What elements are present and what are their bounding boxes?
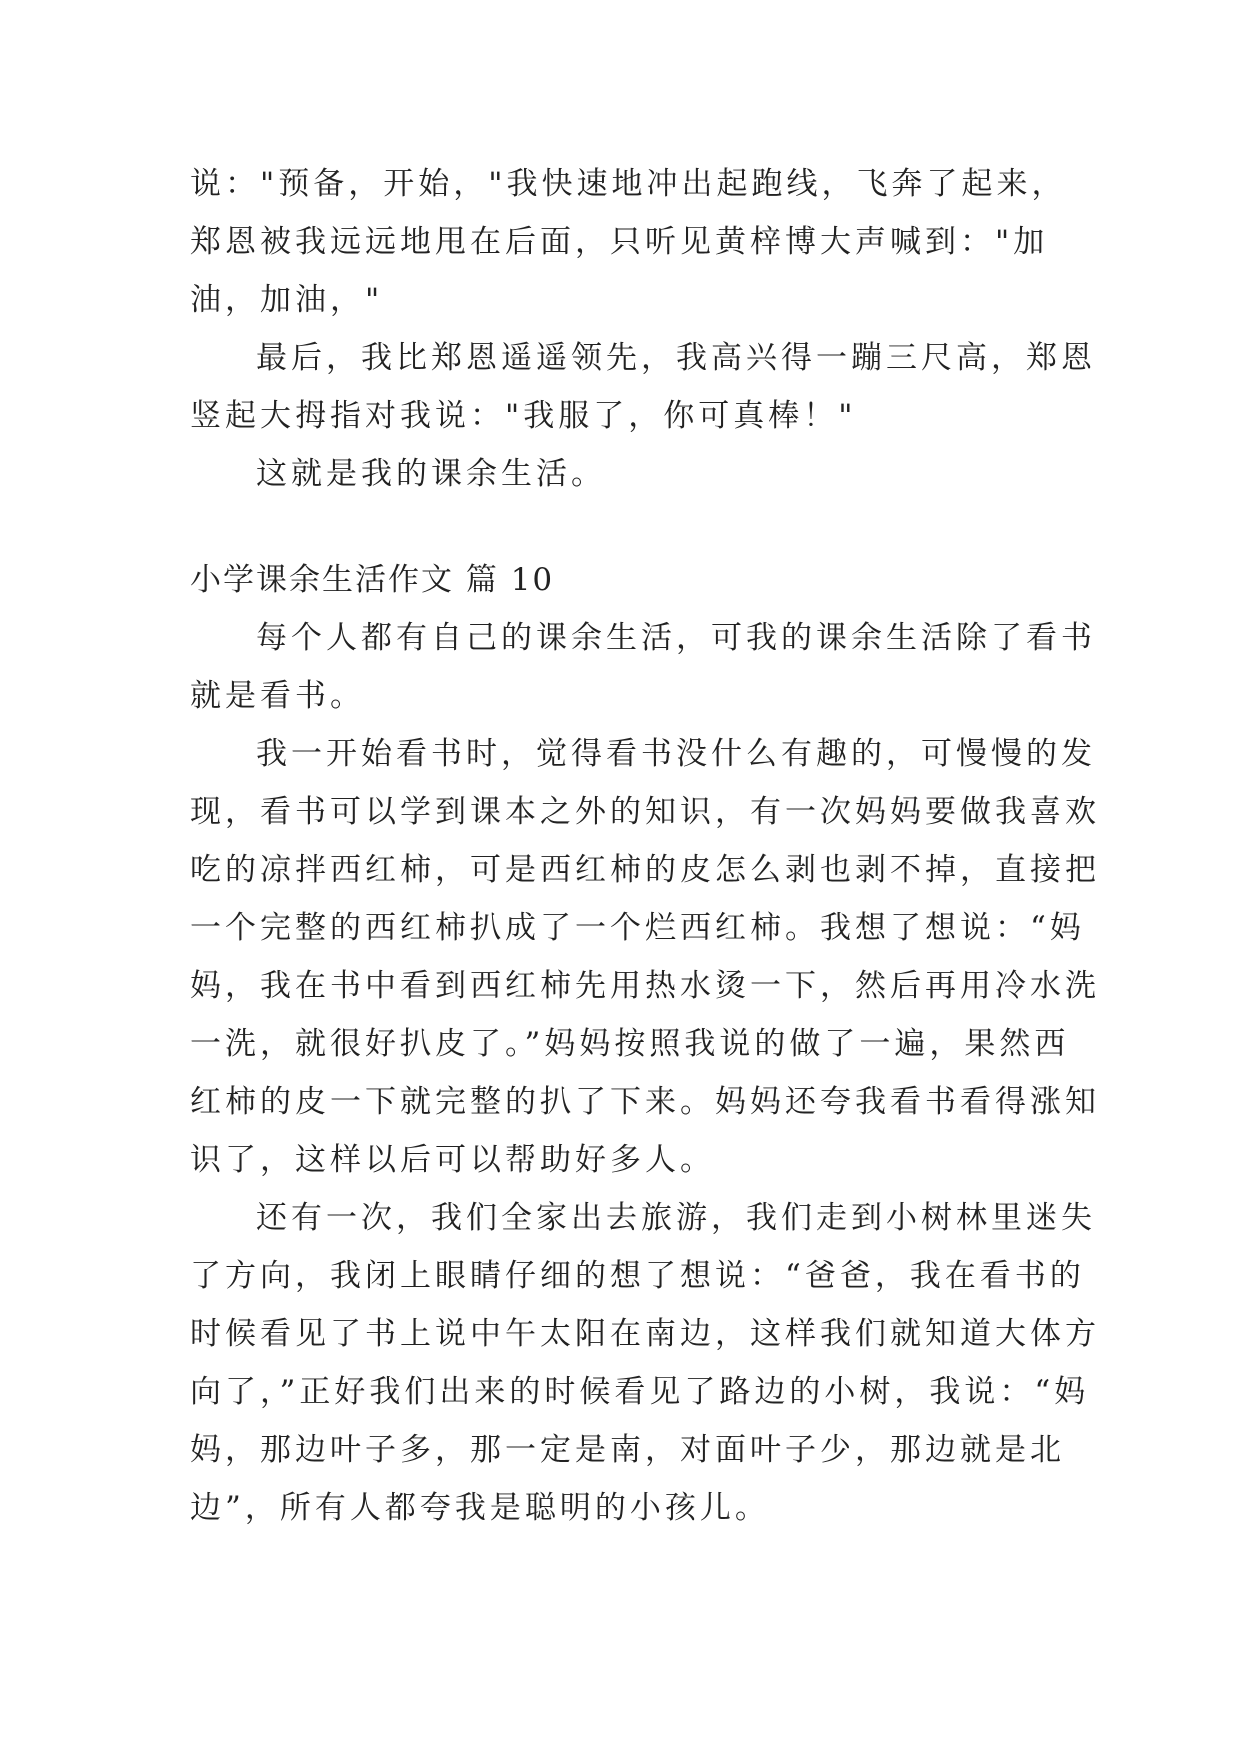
section-spacer [190, 503, 1070, 551]
text-line: 竖起大拇指对我说："我服了，你可真棒！" [190, 398, 857, 434]
text-line: 一洗，就很好扒皮了。”妈妈按照我说的做了一遍，果然西 [190, 1026, 1070, 1062]
section-paragraph-2 [190, 725, 1100, 1189]
document-body [190, 155, 1100, 1537]
text-line: 了方向，我闭上眼睛仔细的想了想说：“爸爸，我在看书的 [190, 1258, 1085, 1294]
text-line: 说："预备，开始，"我快速地冲出起跑线，飞奔了起来， [190, 166, 1067, 202]
text-line: 妈，那边叶子多，那一定是南，对面叶子少，那边就是北 [190, 1432, 1065, 1468]
finish-paragraph [190, 329, 1096, 445]
text-line: 妈，我在书中看到西红柿先用热水烫一下，然后再用冷水洗 [190, 968, 1100, 1004]
text-line: 边”，所有人都夸我是聪明的小孩儿。 [190, 1490, 770, 1526]
text-line: 向了，”正好我们出来的时候看见了路边的小树，我说：“妈 [190, 1374, 1090, 1410]
text-line: 这就是我的课余生活。 [256, 456, 606, 492]
intro-paragraph [190, 155, 1070, 329]
text-line: 我一开始看书时，觉得看书没什么有趣的，可慢慢的发 [256, 736, 1096, 772]
text-line: 时候看见了书上说中午太阳在南边，这样我们就知道大体方 [190, 1316, 1100, 1352]
section-title: 小学课余生活作文 篇 10 [190, 562, 555, 598]
text-line: 郑恩被我远远地甩在后面，只听见黄梓博大声喊到："加 [190, 224, 1049, 260]
text-line: 最后，我比郑恩遥遥领先，我高兴得一蹦三尺高，郑恩 [256, 340, 1096, 376]
text-line: 红柿的皮一下就完整的扒了下来。妈妈还夸我看书看得涨知 [190, 1084, 1100, 1120]
text-line: 就是看书。 [190, 678, 365, 714]
text-line: 吃的凉拌西红柿，可是西红柿的皮怎么剥也剥不掉，直接把 [190, 852, 1100, 888]
text-line: 油，加油，" [190, 282, 384, 318]
section-paragraph-1 [190, 609, 1096, 725]
text-line: 识了，这样以后可以帮助好多人。 [190, 1142, 715, 1178]
text-line: 每个人都有自己的课余生活，可我的课余生活除了看书 [256, 620, 1096, 656]
section-paragraph-3 [190, 1189, 1100, 1537]
text-line: 现，看书可以学到课本之外的知识，有一次妈妈要做我喜欢 [190, 794, 1100, 830]
text-line: 一个完整的西红柿扒成了一个烂西红柿。我想了想说：“妈 [190, 910, 1085, 946]
conclusion-paragraph [190, 445, 1070, 503]
text-line: 还有一次，我们全家出去旅游，我们走到小树林里迷失 [256, 1200, 1096, 1236]
